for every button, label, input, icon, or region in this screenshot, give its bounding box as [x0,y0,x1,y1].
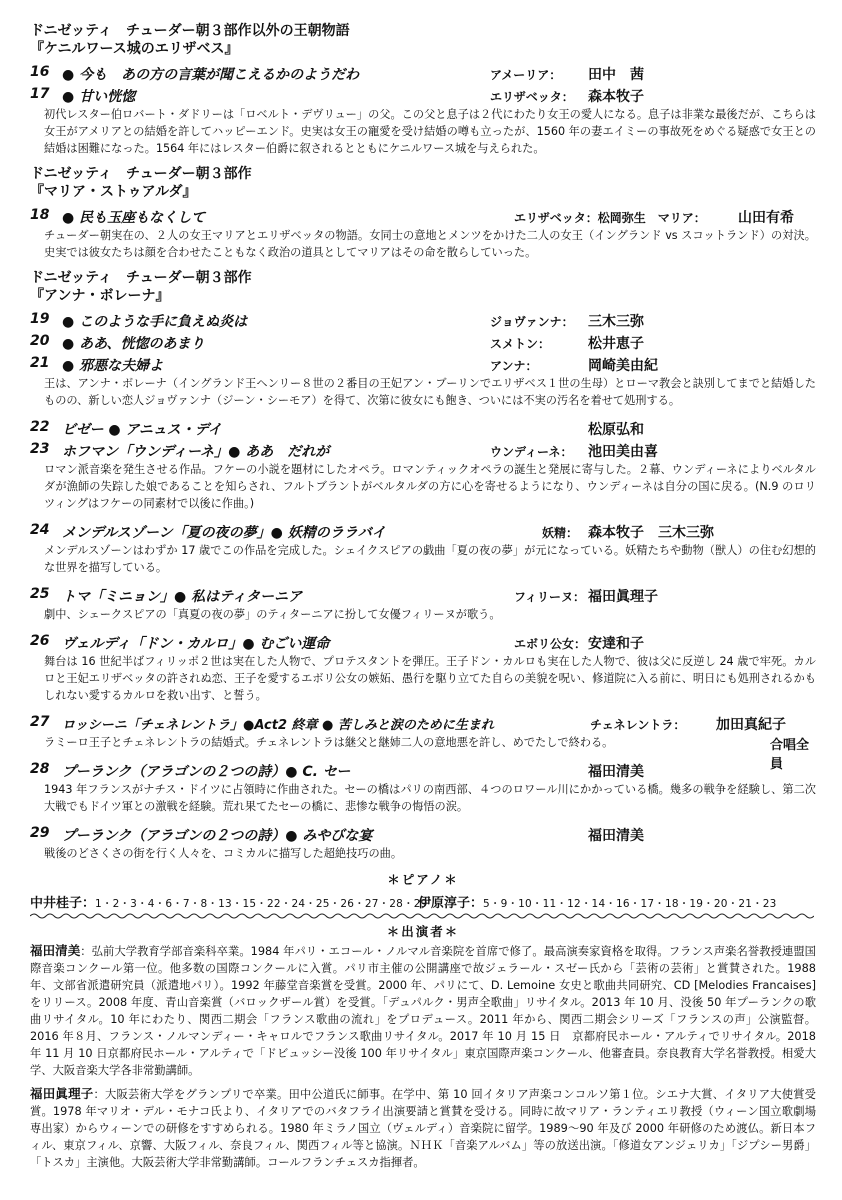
item-role: チェネレントラ： [590,718,686,732]
piano-assignments [30,890,816,912]
chorus-label: 合唱全員 [770,738,810,772]
item-title: ● このような手に負えぬ炎は [62,314,248,330]
item-role: ウンディーネ： [490,445,573,459]
bio-text: ：大阪芸術大学をグランプリで卒業。田中公道氏に師事。在学中、第 10 回イタリア声楽コンコルソ第１位。シエナ大賞、イタリア大使賞受賞。1978 年マリオ・デル・モナコ氏より、イタリアでのバタフライ出演要請と賞賛を受ける。同時に故マリア・ランティエリ教授（ウィーン国立歌劇場専出家）からウィーンでの研修をすすめられる。1980 年ミラノ国立（ヴェルディ）音楽院に留学。1989～90 年及び 2000 年研修のため渡仏。新日本フィル、東京フィル、京響、大阪フィル、奈良フィル、関西フィル等と協演。ＮＨＫ「音楽アルバム」等の放送出演。「修道女アンジェリカ」「ジプシー男爵」「トスカ」主演他。大阪芸術大学非常勤講師。コールフランチェスカ指揮者。 [30,1088,816,1169]
item-role: ジョヴァンナ： [490,315,574,329]
pianist-1-numbers: 1・2・3・4・6・7・8・13・15・22・24・25・26・27・28・29 [95,898,428,910]
item-description: 初代レスター伯ロバート・ダドリーは「ロベルト・デヴリュー」の父。この父と息子は２代にわたり女王の愛人になる。息子は非業な最後だが、こちらは女王がアメリアとの結婚を許してハッピーエンド。史実は女王の寵愛を受け結婚の噂も立ったが、1560 年の妻エイミーの事故死をめぐる疑惑で女王との結婚は困難になった。1564 年にはレスター伯爵に叙されるとともにケニルワース城を与えられた。 [44,108,816,155]
item-number: 17 [30,86,50,102]
program-item-26 [30,631,816,653]
item-performer: 池田美由喜 [588,444,658,460]
item-title: ● ああ、恍惚のあまり [62,336,205,352]
item-performer: 三木三弥 [588,314,644,330]
item-description: 劇中、シェークスピアの「真夏の夜の夢」のティターニアに扮して女優フィリーヌが歌う。 [44,608,501,621]
item-number: 28 [30,761,50,777]
performers-heading: ＊出演者＊ [386,924,460,939]
item-number: 27 [30,714,50,730]
program-item-20 [30,331,816,353]
program-item-25 [30,584,816,606]
item-description: ラミーロ王子とチェネレントラの結婚式。チェネレントラは継父と継姉二人の意地悪を許し、めでたしで終わる。 [44,736,614,749]
item-role: エリザベッタ：松岡弥生 マリア： [514,211,706,225]
item-performer: 岡崎美由紀 [588,358,658,374]
section-subtitle: 『アンナ・ボレーナ』 [30,288,170,304]
item-number: 23 [30,441,50,457]
item-number: 20 [30,333,50,349]
program-item-23 [30,439,816,461]
item-number: 18 [30,207,50,223]
item-title: メンデルスゾーン「夏の夜の夢」● 妖精のララバイ [62,525,386,541]
item-description: 王は、アンナ・ボレーナ（イングランド王ヘンリー８世の２番目の王妃アン・ブーリンでエリザベス１世の生母）とローマ教会と訣別してまでと結婚したものの、新しい恋人ジョヴァンナ（ジーン・シーモア）を得て、次第に彼女にも飽き、ついには不実の汚名を着せて処刑する。 [44,377,816,407]
item-description: メンデルスゾーンはわずか 17 歳でこの作品を完成した。シェイクスピアの戯曲「夏の夜の夢」が元になっている。妖精たちや動物（獣人）の住む幻想的な世界を描写している。 [44,544,816,574]
item-performer: 田中 茜 [588,67,644,83]
item-title: ヴェルディ「ドン・カルロ」● むごい運命 [62,636,330,652]
item-title: ビゼー ● アニュス・デイ [62,422,222,438]
item-performer: 松原弘和 [588,422,644,438]
program-item-29 [30,823,816,845]
item-performer: 松井恵子 [588,336,644,352]
program-item-17 [30,84,816,106]
item-number: 26 [30,633,50,649]
pianist-2 [418,892,777,911]
program-item-27 [30,712,816,734]
item-performer: 山田有希 [738,210,794,226]
program-item-16 [30,62,816,84]
bio-text: ：弘前大学教育学部音楽科卒業。1984 年パリ・エコール・ノルマル音楽院を首席で修了。最高演奏家資格を取得。フランス声楽名誉教授連盟国際音楽コンクール第一位。他多数の国際コンクールに入賞。パリ市主催の公開講座で故ジェラール・スゼー氏から「芸術の芸術」と賞賛された。1988 年、文部省派遣研究員（派遣地パリ）。1992 年藤堂音楽賞を受賞。2000 年、パリにて、D. Lemoine 女史と歌曲共同研究、CD [Melodies Francaises] をリリース。2008 年度、青山音楽賞（バロックザール賞）を受賞。「デュパルク・男声全歌曲」リサイタル。2013 年 10 月、没後 50 年プーランクの歌曲リサイタル。10 年にわたり、関西二期会「フランス歌曲の流れ」をプロデュース。2011 年から、関西二期会シリーズ「フランスの声」公演監督。2016 年８月、フランス・ノルマンディー・キャロルでフランス歌曲リサイタル。2017 年 10 月 15 日 京都府民ホール・アルティでリサイタル。2018 年 11 月 10 日京都府民ホール・アルティで「ドビュッシー没後 100 年リサイタル」東京国際声楽コンクール、他審査員。奈良教育大学名誉教授。相愛大学、大阪音楽大学各非常勤講師。 [30,945,816,1077]
item-number: 19 [30,311,50,327]
bio-fukuda-mariko [30,1085,816,1171]
program-item-22 [30,417,816,439]
item-title: プーランク（アラゴンの２つの詩）● C. セー [62,764,351,780]
item-performer: 福田清美 [588,828,644,844]
item-description: 戦後のどさくさの街を行く人々を、コミカルに描写した超絶技巧の曲。 [44,847,403,860]
section-heading: ドニゼッティ チューダー朝３部作 [30,166,252,182]
bio-fukuda-kiyomi [30,942,816,1079]
item-title: ホフマン「ウンディーネ」● ああ だれが [62,444,330,460]
item-description: チューダー朝実在の、２人の女王マリアとエリザベッタの物語。女同士の意地とメンツをかけた二人の女王（イングランド vs スコットランド）の対決。史実では彼女たちは顔を合わせたこともなく政治の道具としてマリアはその命を散らしていった。 [44,229,816,259]
item-role: エボリ公女： [514,637,587,651]
program-item-24 [30,520,816,542]
item-title: ● 邪悪な夫婦よ [62,358,164,374]
item-description: ロマン派音楽を発生させる作品。フケーの小説を題材にしたオペラ。ロマンティックオペラの誕生と発展に寄与した。２幕、ウンディーネによりベルタルダが漁師の失踪した娘であることを知らされ、フルトブラントがベルタルダの方に心を寄せるようになり、ウンディーネは自分の国に戻る。(N.9 のロリツィングはフケーの同素材で以後に作曲。) [44,463,816,510]
program-item-18 [30,205,816,227]
item-number: 16 [30,64,50,80]
item-title: プーランク（アラゴンの２つの詩）● みやびな宴 [62,828,373,844]
item-number: 29 [30,825,50,841]
program-item-28 [30,759,816,781]
item-number: 25 [30,586,50,602]
item-role: アンナ： [490,359,538,373]
section-heading: ドニゼッティ チューダー朝３部作以外の王朝物語 [30,23,350,39]
item-description: 舞台は 16 世紀半ばフィリッポ２世は実在した人物で、プロテスタントを弾圧。王子ドン・カルロも実在した人物で、彼は父に反逆し 24 歳で牢死。カルロと王妃エリザベッタの許されぬ恋、王子を愛するエボリ公女の嫉妬、愚行を駆り立てた自らの美貌を呪い、修道院に入る前に、明日にも処刑されるかもしれない愛するカルロを救い出す、と誓う。 [44,655,816,702]
item-number: 21 [30,355,50,371]
section-heading: ドニゼッティ チューダー朝３部作 [30,270,252,286]
section-subtitle: 『ケニルワース城のエリザベス』 [30,41,239,57]
bio-name: 福田清美 [30,943,81,958]
item-performer: 安達和子 [588,636,644,652]
bio-name: 福田眞理子 [30,1086,94,1101]
item-description: 1943 年フランスがナチス・ドイツに占領時に作曲された。セーの橋はパリの南西部、４つのロワール川にかかっている橋。幾多の戦争を経験し、第二次大戦でもドイツ軍との激戦を経験。荒れ果てたセーの橋に、悲惨な戦争の悔悟の涙。 [44,783,816,813]
item-title: ● 民も玉座もなくして [62,210,206,226]
item-role: フィリーヌ： [514,590,586,604]
item-role: エリザベッタ： [490,90,574,104]
piano-heading: ＊ピアノ＊ [387,872,459,887]
pianist-1 [30,892,428,911]
item-number: 22 [30,419,50,435]
item-performer: 森本牧子 [588,89,644,105]
item-title: ● 今も あの方の言葉が聞こえるかのようだわ [62,67,360,83]
item-performer: 福田清美 [588,764,644,780]
item-performer: 加田真紀子 [716,717,786,733]
item-title: ● 甘い恍惚 [62,89,136,105]
pianist-1-name: 中井桂子： [30,896,96,911]
section-subtitle: 『マリア・ストゥアルダ』 [30,184,197,200]
item-title: トマ「ミニョン」● 私はティターニア [62,589,302,605]
wavy-divider [30,912,814,920]
item-title: ロッシーニ「チェネレントラ」●Act2 終章 ● 苦しみと涙のために生まれ [62,718,494,733]
item-role: 妖精： [542,526,579,540]
item-performer: 福田眞理子 [588,589,658,605]
item-role: スメトン： [490,337,551,351]
program-item-21 [30,353,816,375]
item-role: アメーリア： [490,68,562,82]
pianist-2-numbers: 5・9・10・11・12・14・16・17・18・19・20・21・23 [483,898,777,910]
item-number: 24 [30,522,50,538]
pianist-2-name: 伊原淳子： [418,896,484,911]
item-performer: 森本牧子 三木三弥 [588,525,714,541]
program-item-19 [30,309,816,331]
